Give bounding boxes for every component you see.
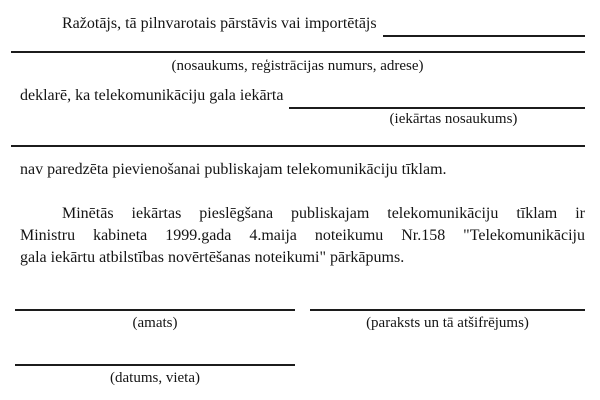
legal-paragraph-line: Ministru kabineta 1999.gada 4.maija noteikumu Nr.158 "Telekomunikāciju — [20, 227, 585, 244]
legal-paragraph-line: gala iekārtu atbilstības novērtēšanas noteikumi" pārkāpums. — [20, 249, 405, 266]
declare-label: deklarē, ka telekomunikāciju gala iekārta — [20, 87, 284, 104]
caption-date-place: (datums, vieta) — [110, 370, 200, 386]
signature-line — [310, 309, 585, 311]
manufacturer-continuation-line — [11, 51, 585, 53]
position-signature-line — [15, 309, 295, 311]
legal-paragraph — [20, 203, 585, 269]
equipment-continuation-line — [11, 145, 585, 147]
manufacturer-row — [20, 14, 585, 34]
caption-equipment-name: (iekārtas nosaukums) — [389, 111, 518, 127]
manufacturer-label: Ražotājs, tā pilnvarotais pārstāvis vai importētājs — [62, 15, 377, 32]
manufacturer-fill-line — [383, 19, 585, 37]
legal-paragraph-line: Minētās iekārtas pieslēgšana publiskajam telekomunikāciju tīklam ir — [62, 205, 585, 222]
caption-name-reg-address: (nosaukums, reģistrācijas numurs, adrese) — [171, 58, 424, 74]
statement-text: nav paredzēta pievienošanai publiskajam telekomunikāciju tīklam. — [20, 161, 447, 178]
caption-position: (amats) — [132, 315, 178, 331]
equipment-fill-line — [289, 91, 585, 109]
declare-row — [20, 86, 585, 106]
date-place-line — [15, 364, 295, 366]
caption-signature: (paraksts un tā atšifrējums) — [366, 315, 529, 331]
